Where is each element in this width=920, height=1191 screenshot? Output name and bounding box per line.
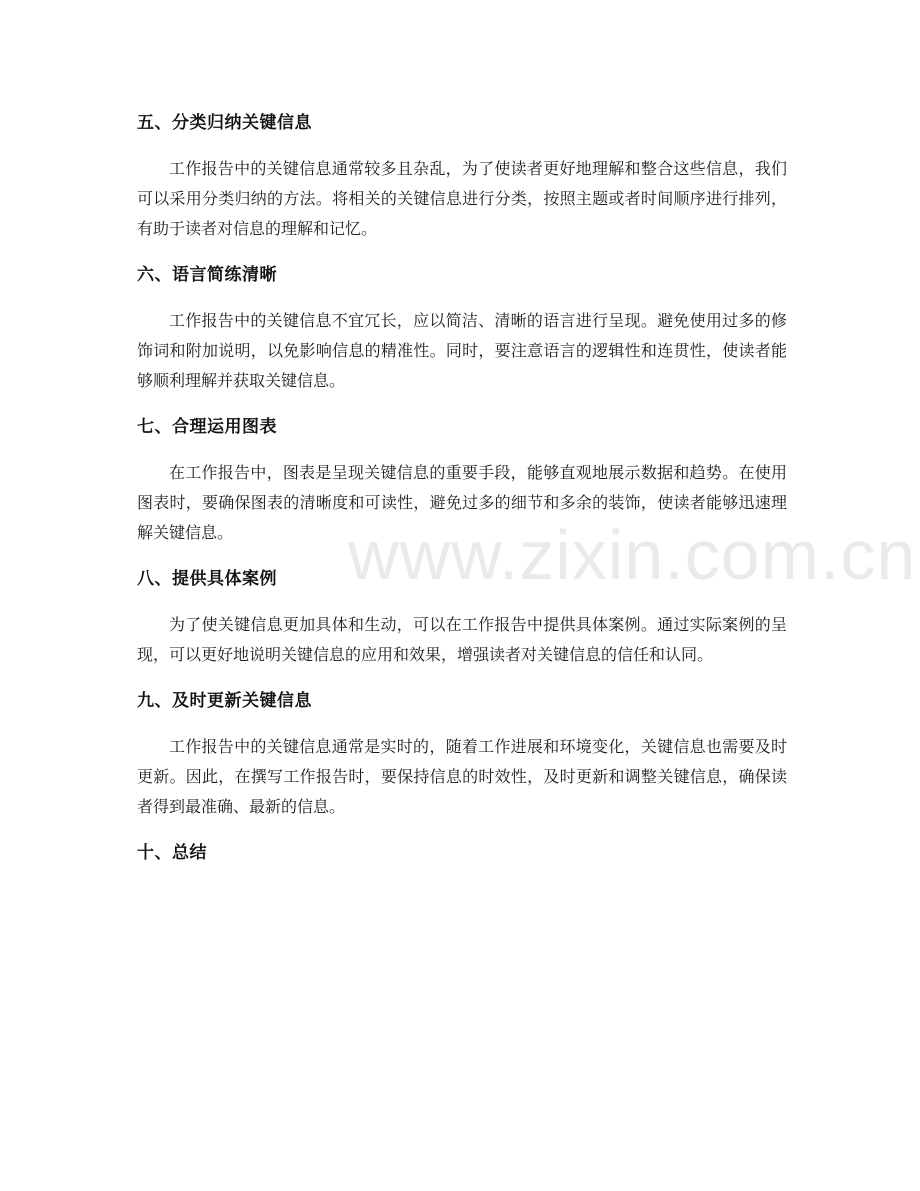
section-paragraph: 为了使关键信息更加具体和生动，可以在工作报告中提供具体案例。通过实际案例的呈现，可以更好地说明关键信息的应用和效果，增强读者对关键信息的信任和认同。 [137, 615, 787, 664]
section-paragraph: 工作报告中的关键信息不宜冗长，应以简洁、清晰的语言进行呈现。避免使用过多的修饰词和附加说明，以免影响信息的精准性。同时，要注意语言的逻辑性和连贯性，使读者能够顺利理解并获取关键信息。 [137, 311, 787, 390]
section-paragraph: 工作报告中的关键信息通常较多且杂乱，为了使读者更好地理解和整合这些信息，我们可以采用分类归纳的方法。将相关的关键信息进行分类，按照主题或者时间顺序进行排列，有助于读者对信息的理解和记忆。 [137, 159, 787, 238]
section-paragraph: 工作报告中的关键信息通常是实时的，随着工作进展和环境变化，关键信息也需要及时更新。因此，在撰写工作报告时，要保持信息的时效性，及时更新和调整关键信息，确保读者得到最准确、最新的信息。 [137, 737, 787, 816]
section-5 [137, 108, 787, 244]
section-heading: 十、总结 [137, 843, 207, 863]
section-7 [137, 412, 787, 548]
section-10 [137, 838, 787, 868]
document-body [137, 108, 787, 884]
section-6 [137, 260, 787, 396]
section-heading: 七、合理运用图表 [137, 417, 277, 437]
section-heading: 九、及时更新关键信息 [137, 691, 312, 711]
section-heading: 五、分类归纳关键信息 [137, 113, 312, 133]
section-paragraph: 在工作报告中，图表是呈现关键信息的重要手段，能够直观地展示数据和趋势。在使用图表时，要确保图表的清晰度和可读性，避免过多的细节和多余的装饰，使读者能够迅速理解关键信息。 [137, 463, 787, 542]
watermark: www.zixin.com.cn [348, 516, 917, 594]
section-heading: 六、语言简练清晰 [137, 265, 277, 285]
section-heading: 八、提供具体案例 [137, 569, 277, 589]
section-9 [137, 686, 787, 822]
section-8 [137, 564, 787, 670]
